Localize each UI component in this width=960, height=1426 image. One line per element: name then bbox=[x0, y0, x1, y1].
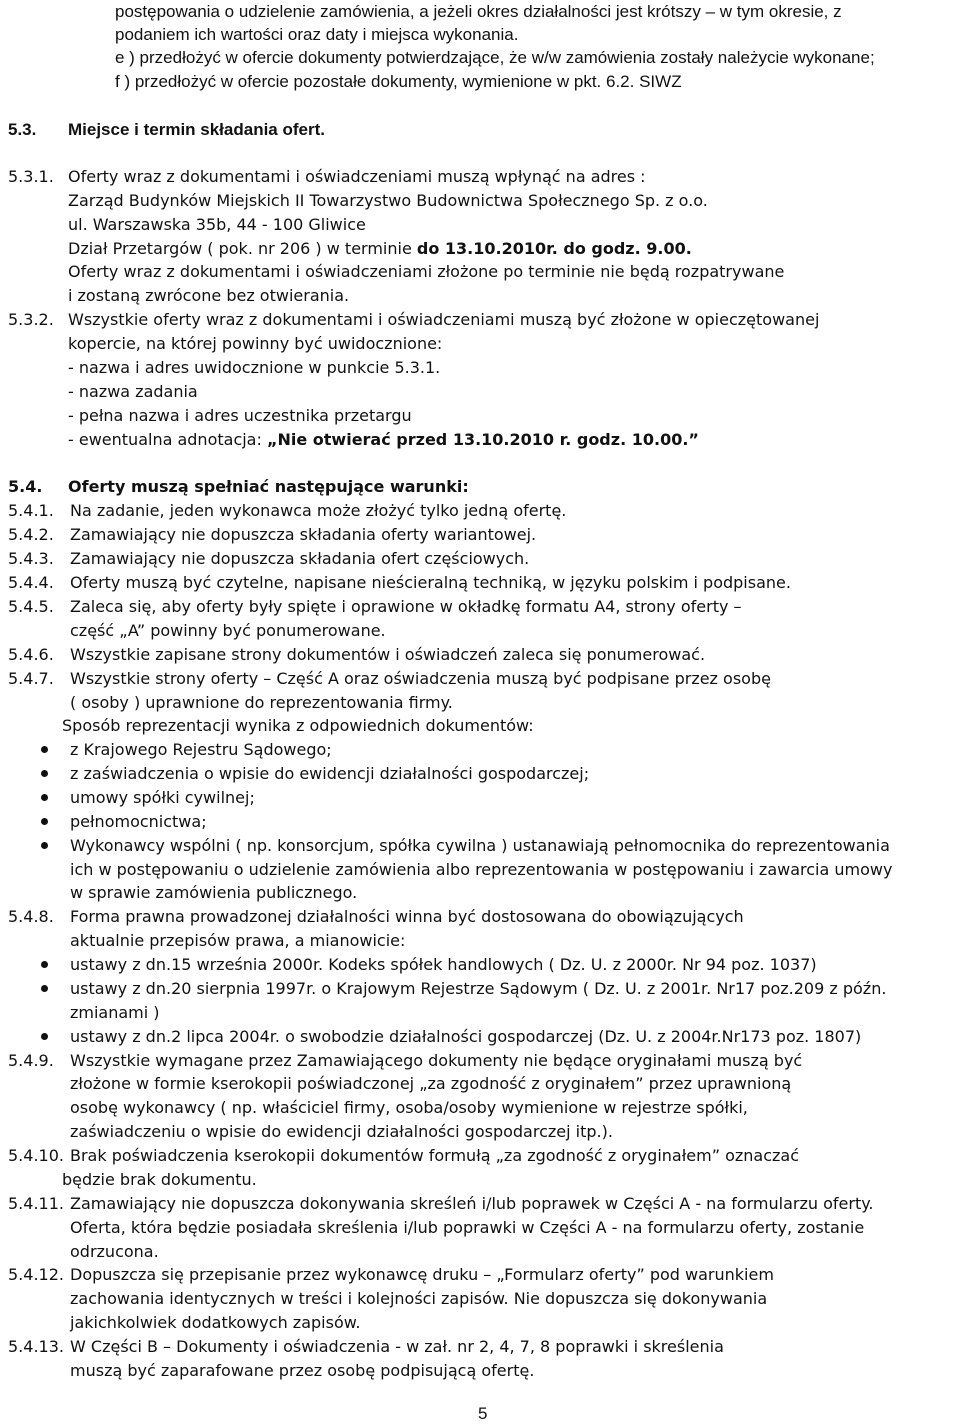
item-5-3-2-line-3: - nazwa i adres uwidocznione w punkcie 5.3.1. bbox=[68, 358, 441, 377]
bullet-icon bbox=[41, 770, 48, 777]
item-5-4-6-number: 5.4.6. bbox=[8, 645, 54, 664]
item-5-4-7-line-3: Sposób reprezentacji wynika z odpowiednich dokumentów: bbox=[62, 716, 534, 735]
item-5-4-8-line-2: aktualnie przepisów prawa, a mianowicie: bbox=[70, 931, 406, 950]
item-5-4-4-number: 5.4.4. bbox=[8, 573, 54, 592]
item-5-4-12-line-1: Dopuszcza się przepisanie przez wykonawcę druku – „Formularz oferty” pod warunkiem bbox=[70, 1265, 774, 1284]
item-5-4-12-number: 5.4.12. bbox=[8, 1265, 64, 1284]
item-5-4-10-number: 5.4.10. bbox=[8, 1146, 64, 1165]
item-5-4-6-text: Wszystkie zapisane strony dokumentów i oświadczeń zaleca się ponumerować. bbox=[70, 645, 706, 664]
section-5-4-title: Oferty muszą spełniać następujące warunki: bbox=[68, 477, 469, 496]
item-5-4-12-line-2: zachowania identycznych w treści i kolejności zapisów. Nie dopuszcza się dokonywania bbox=[70, 1289, 768, 1308]
representation-item-1: z Krajowego Rejestru Sądowego; bbox=[70, 740, 332, 759]
top-line-1: postępowania o udzielenie zamówienia, a jeżeli okres działalności jest krótszy – w tym okresie, z bbox=[115, 2, 842, 21]
item-5-3-1-line-1: Oferty wraz z dokumentami i oświadczeniami muszą wpłynąć na adres : bbox=[68, 167, 646, 186]
top-line-4: f ) przedłożyć w ofercie pozostałe dokumenty, wymienione w pkt. 6.2. SIWZ bbox=[115, 72, 682, 91]
item-5-4-10-line-2: będzie brak dokumentu. bbox=[62, 1170, 257, 1189]
item-5-3-1-line-5: Oferty wraz z dokumentami i oświadczeniami złożone po terminie nie będą rozpatrywane bbox=[68, 262, 785, 281]
item-5-4-11-line-3: odrzucona. bbox=[70, 1242, 159, 1261]
item-5-4-5-line-1: Zaleca się, aby oferty były spięte i oprawione w okładkę formatu A4, strony oferty – bbox=[70, 597, 742, 616]
item-5-4-7-line-2: ( osoby ) uprawnione do reprezentowania firmy. bbox=[70, 693, 453, 712]
item-5-4-13-number: 5.4.13. bbox=[8, 1337, 64, 1356]
bullet-icon bbox=[41, 746, 48, 753]
item-5-4-11-number: 5.4.11. bbox=[8, 1194, 64, 1213]
item-5-3-2-line-1: Wszystkie oferty wraz z dokumentami i oświadczeniami muszą być złożone w opieczętowanej bbox=[68, 310, 820, 329]
top-line-2: podaniem ich wartości oraz daty i miejsca wykonania. bbox=[115, 25, 519, 44]
section-5-3-title: Miejsce i termin składania ofert. bbox=[68, 120, 325, 139]
bullet-icon bbox=[41, 1033, 48, 1040]
annotation-text: „Nie otwierać przed 13.10.2010 r. godz. 10.00.” bbox=[266, 430, 699, 449]
item-5-4-5-number: 5.4.5. bbox=[8, 597, 54, 616]
item-5-4-7-number: 5.4.7. bbox=[8, 669, 54, 688]
item-5-4-9-number: 5.4.9. bbox=[8, 1051, 54, 1070]
item-5-4-13-line-1: W Części B – Dokumenty i oświadczenia - w zał. nr 2, 4, 7, 8 poprawki i skreślenia bbox=[70, 1337, 724, 1356]
deadline-date: do 13.10.2010r. do godz. 9.00. bbox=[416, 239, 692, 258]
item-5-3-1-line-2: Zarząd Budynków Miejskich II Towarzystwo Budownictwa Społecznego Sp. z o.o. bbox=[68, 191, 708, 210]
section-5-4-number: 5.4. bbox=[8, 477, 43, 496]
bullet-icon bbox=[41, 818, 48, 825]
item-5-3-2-line-5: - pełna nazwa i adres uczestnika przetargu bbox=[68, 406, 412, 425]
item-5-4-9-line-2: złożone w formie kserokopii poświadczonej „za zgodność z oryginałem” przez uprawnioną bbox=[70, 1074, 792, 1093]
item-5-4-4-text: Oferty muszą być czytelne, napisane nieścieralną techniką, w języku polskim i podpisane. bbox=[70, 573, 791, 592]
law-item-2-line-2: zmianami ) bbox=[70, 1003, 160, 1022]
item-5-3-2-line-4: - nazwa zadania bbox=[68, 382, 198, 401]
item-5-4-3-text: Zamawiający nie dopuszcza składania ofert częściowych. bbox=[70, 549, 530, 568]
item-5-3-1-line-4 bbox=[68, 237, 692, 261]
item-5-4-9-line-1: Wszystkie wymagane przez Zamawiającego dokumenty nie będące oryginałami muszą być bbox=[70, 1051, 803, 1070]
section-5-3-number: 5.3. bbox=[8, 120, 37, 139]
item-5-4-2-number: 5.4.2. bbox=[8, 525, 54, 544]
item-5-4-11-line-2: Oferta, która będzie posiadała skreślenia i/lub poprawki w Części A - na formularzu oferty, zostanie bbox=[70, 1218, 865, 1237]
item-5-4-11-line-1: Zamawiający nie dopuszcza dokonywania skreśleń i/lub poprawek w Części A - na formularzu oferty. bbox=[70, 1194, 874, 1213]
item-5-4-9-line-3: osobę wykonawcy ( np. właściciel firmy, osoba/osoby wymienione w rejestrze spółki, bbox=[70, 1098, 748, 1117]
deadline-prefix: Dział Przetargów ( pok. nr 206 ) w terminie bbox=[68, 239, 417, 258]
item-5-3-2-number: 5.3.2. bbox=[8, 310, 54, 329]
item-5-4-7-line-1: Wszystkie strony oferty – Część A oraz oświadczenia muszą być podpisane przez osobę bbox=[70, 669, 771, 688]
top-line-3: e ) przedłożyć w ofercie dokumenty potwierdzające, że w/w zamówienia zostały należycie wykonane; bbox=[115, 48, 875, 67]
item-5-4-13-line-2: muszą być zaparafowane przez osobę podpisującą ofertę. bbox=[70, 1361, 535, 1380]
item-5-4-8-line-1: Forma prawna prowadzonej działalności winna być dostosowana do obowiązujących bbox=[70, 907, 744, 926]
item-5-4-12-line-3: jakichkolwiek dodatkowych zapisów. bbox=[70, 1313, 361, 1332]
bullet-icon bbox=[41, 794, 48, 801]
representation-item-3: umowy spółki cywilnej; bbox=[70, 788, 255, 807]
item-5-4-2-text: Zamawiający nie dopuszcza składania oferty wariantowej. bbox=[70, 525, 537, 544]
bullet-icon bbox=[41, 985, 48, 992]
representation-item-4: pełnomocnictwa; bbox=[70, 812, 207, 831]
item-5-4-10-line-1: Brak poświadczenia kserokopii dokumentów formułą „za zgodność z oryginałem” oznaczać bbox=[70, 1146, 799, 1165]
law-item-3: ustawy z dn.2 lipca 2004r. o swobodzie działalności gospodarczej (Dz. U. z 2004r.Nr173 poz. 1807) bbox=[70, 1027, 862, 1046]
representation-item-2: z zaświadczenia o wpisie do ewidencji działalności gospodarczej; bbox=[70, 764, 590, 783]
annotation-prefix: - ewentualna adnotacja: bbox=[68, 430, 267, 449]
item-5-3-1-line-6: i zostaną zwrócone bez otwierania. bbox=[68, 286, 350, 305]
representation-item-5-line-1: Wykonawcy wspólni ( np. konsorcjum, spółka cywilna ) ustanawiają pełnomocnika do reprezentowania bbox=[70, 836, 890, 855]
item-5-4-1-text: Na zadanie, jeden wykonawca może złożyć tylko jedną ofertę. bbox=[70, 501, 567, 520]
item-5-4-8-number: 5.4.8. bbox=[8, 907, 54, 926]
item-5-3-1-line-3: ul. Warszawska 35b, 44 - 100 Gliwice bbox=[68, 215, 366, 234]
item-5-4-3-number: 5.4.3. bbox=[8, 549, 54, 568]
representation-item-5-line-3: w sprawie zamówienia publicznego. bbox=[70, 883, 358, 902]
law-item-2-line-1: ustawy z dn.20 sierpnia 1997r. o Krajowym Rejestrze Sądowym ( Dz. U. z 2001r. Nr17 poz.209 z późn. bbox=[70, 979, 887, 998]
bullet-icon bbox=[41, 961, 48, 968]
representation-item-5-line-2: ich w postępowaniu o udzielenie zamówienia albo reprezentowania w postępowaniu i zawarcia umowy bbox=[70, 860, 893, 879]
bullet-icon bbox=[41, 842, 48, 849]
item-5-4-5-line-2: część „A” powinny być ponumerowane. bbox=[70, 621, 386, 640]
item-5-4-9-line-4: zaświadczeniu o wpisie do ewidencji działalności gospodarczej itp.). bbox=[70, 1122, 613, 1141]
item-5-4-1-number: 5.4.1. bbox=[8, 501, 54, 520]
law-item-1: ustawy z dn.15 września 2000r. Kodeks spółek handlowych ( Dz. U. z 2000r. Nr 94 poz. 1037) bbox=[70, 955, 817, 974]
item-5-3-2-line-2: kopercie, na której powinny być uwidocznione: bbox=[68, 334, 443, 353]
page-number: 5 bbox=[478, 1404, 488, 1423]
item-5-3-1-number: 5.3.1. bbox=[8, 167, 54, 186]
item-5-3-2-line-6 bbox=[68, 428, 699, 452]
